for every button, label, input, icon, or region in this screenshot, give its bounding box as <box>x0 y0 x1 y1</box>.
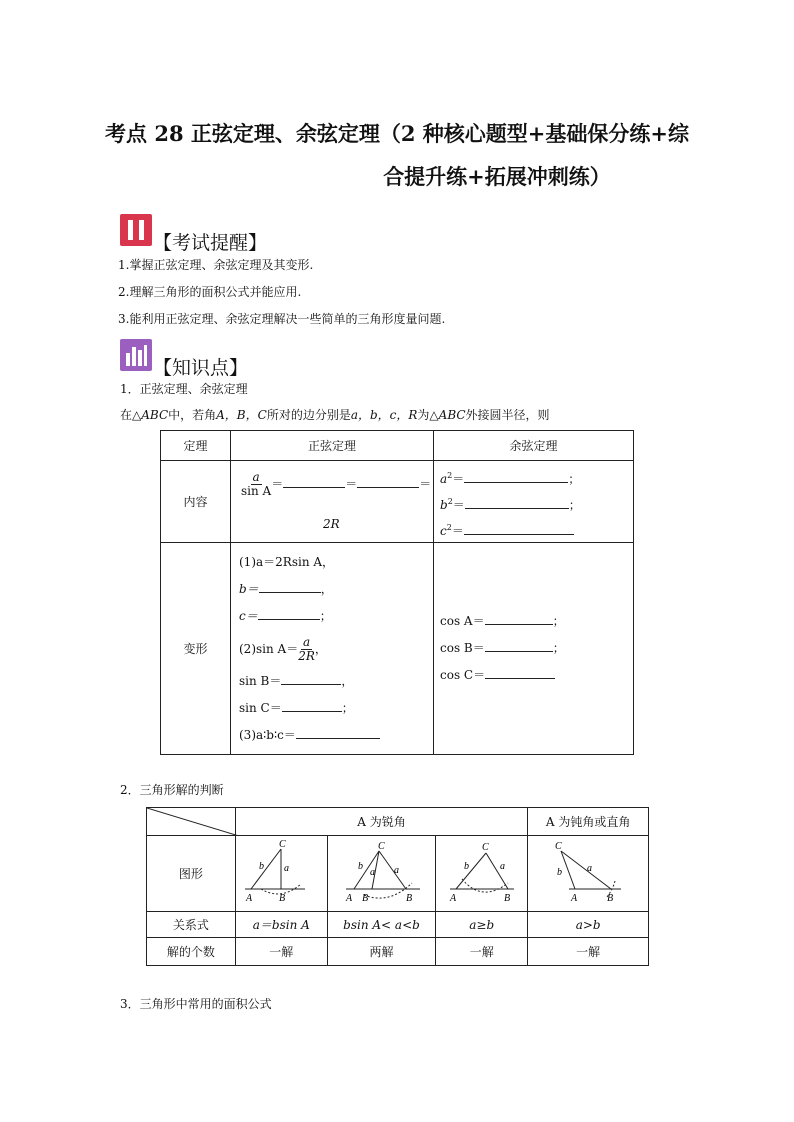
svg-text:C: C <box>481 842 489 853</box>
reminder-item-3: 3.能利用正弦定理、余弦定理解决一些简单的三角形度量问题. <box>118 312 446 326</box>
subheading-triangle-solutions: 2．三角形解的判断 <box>120 783 224 797</box>
pause-icon <box>120 214 152 246</box>
figure-3 <box>436 836 528 912</box>
svg-text:b: b <box>463 861 469 872</box>
svg-text:a: a <box>284 863 290 874</box>
svg-text:B: B <box>405 893 412 904</box>
svg-text:a: a <box>499 861 505 872</box>
relation-1: a＝bsin A <box>235 912 327 938</box>
header-obtuse: A 为钝角或直角 <box>528 808 649 836</box>
reminder-item-1: 1.掌握正弦定理、余弦定理及其变形. <box>118 258 314 272</box>
sine-fraction: $\frac{a}{\text{sin A}}$ <box>241 470 272 498</box>
cosine-content-cell: $a^2=$ ； $b^2=$ ； $c^2=$ <box>434 461 634 543</box>
svg-text:A: A <box>571 893 578 904</box>
diagonal-header-cell <box>147 808 236 836</box>
header-cosine: 余弦定理 <box>434 431 634 461</box>
title-line-1: 考点 28 正弦定理、余弦定理（2 种核心题型+基础保分练+综 <box>105 121 689 146</box>
svg-text:b: b <box>557 867 563 878</box>
svg-text:a: a <box>393 865 399 876</box>
section-heading-reminder: 【考试提醒】 <box>153 232 268 254</box>
svg-text:A: A <box>246 893 253 904</box>
row-label-count: 解的个数 <box>147 938 236 966</box>
svg-text:B: B <box>279 893 286 904</box>
subheading-area-formula: 3．三角形中常用的面积公式 <box>120 997 272 1011</box>
row-label-figure: 图形 <box>147 836 236 912</box>
svg-text:a: a <box>587 863 593 874</box>
count-1: 一解 <box>235 938 327 966</box>
row-label-relation: 关系式 <box>147 912 236 938</box>
svg-text:B: B <box>503 893 510 904</box>
svg-text:C: C <box>279 839 286 850</box>
reminder-item-2: 2.理解三角形的面积公式并能应用. <box>118 285 302 299</box>
cosine-transform-cell: cos A＝ ； cos B＝ ； cos C＝ <box>434 543 634 755</box>
svg-text:b: b <box>357 861 363 872</box>
svg-text:a: a <box>369 867 375 878</box>
subheading-sine-cosine: 1．正弦定理、余弦定理 <box>120 382 248 396</box>
solutions-table <box>146 807 649 966</box>
figure-2 <box>327 836 435 912</box>
sine-2r: 2R <box>323 517 340 531</box>
header-acute: A 为锐角 <box>235 808 528 836</box>
svg-text:A: A <box>449 893 456 904</box>
sine-content-cell: $\frac{a}{\text{sin A}}$ ＝ ＝ ＝ 2R <box>231 461 434 543</box>
svg-text:b: b <box>259 861 265 872</box>
figure-4 <box>528 836 649 912</box>
count-4: 一解 <box>528 938 649 966</box>
header-theorem: 定理 <box>161 431 231 461</box>
count-3: 一解 <box>436 938 528 966</box>
svg-text:B: B <box>361 893 368 904</box>
theorem-table <box>160 430 634 755</box>
relation-4: a>b <box>528 912 649 938</box>
svg-text:C: C <box>555 841 562 852</box>
count-2: 两解 <box>327 938 435 966</box>
bar-chart-icon <box>120 339 152 371</box>
svg-text:C: C <box>377 841 385 852</box>
sine-transform-cell: (1)a＝2Rsin A， b＝ ， c＝ ； (2)sin A＝ $\frac{a}{2R}$ ， sin B＝ ， sin C＝ ； (3)a∶b∶c＝ <box>231 543 434 755</box>
header-sine: 正弦定理 <box>231 431 434 461</box>
section-heading-knowledge: 【知识点】 <box>153 357 249 379</box>
row-label-transform: 变形 <box>161 543 231 755</box>
title-line-2: 合提升练+拓展冲刺练） <box>383 164 611 189</box>
intro-sentence: 在△ABC中，若角A，B，C所对的边分别是a，b，c，R为△ABC外接圆半径，则 <box>120 408 550 422</box>
figure-1 <box>235 836 327 912</box>
relation-2: bsin A< a<b <box>327 912 435 938</box>
svg-text:A: A <box>345 893 352 904</box>
svg-text:B: B <box>607 893 614 904</box>
row-label-content: 内容 <box>161 461 231 543</box>
relation-3: a≥b <box>436 912 528 938</box>
